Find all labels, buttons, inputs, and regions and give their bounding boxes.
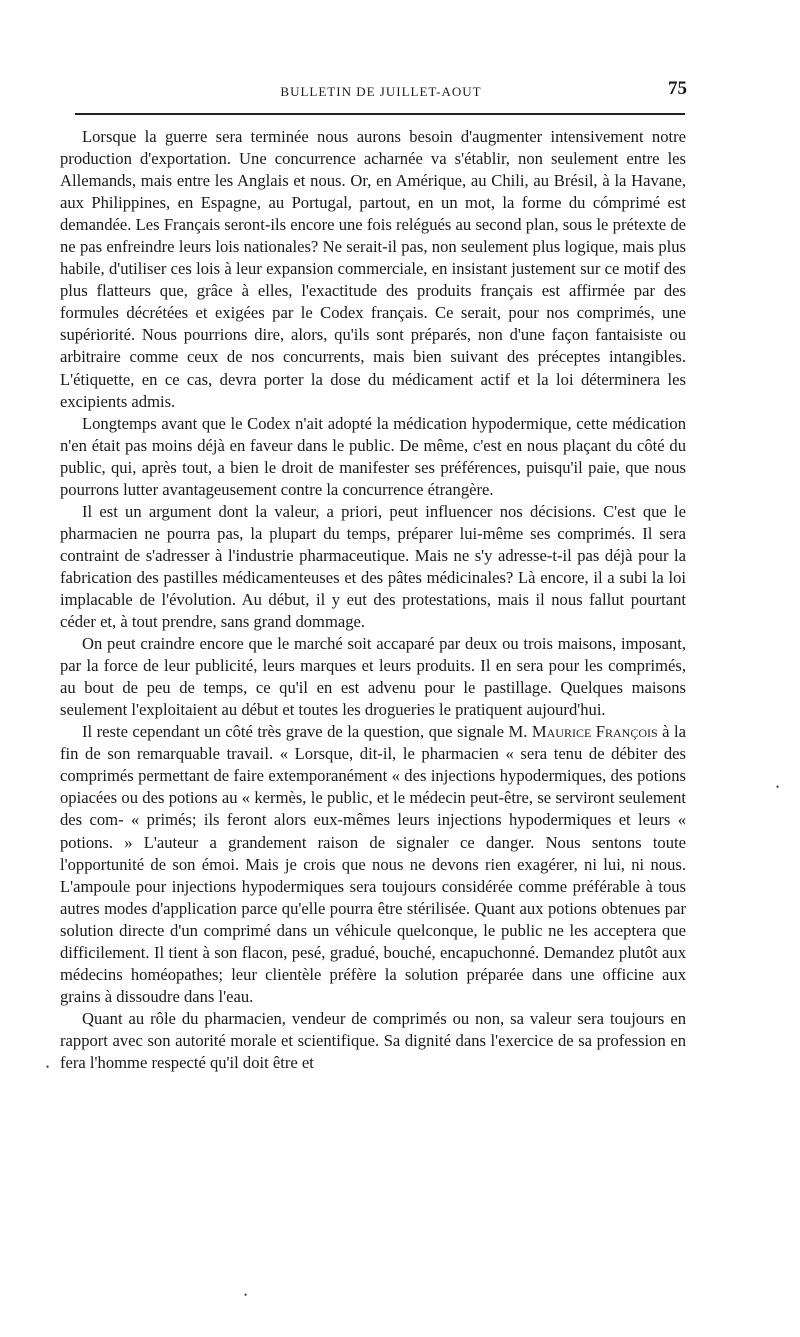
- page-number: 75: [668, 78, 687, 99]
- article-body: [60, 126, 686, 1074]
- paragraph-danger: Il reste cependant un côté très grave de la question, que signale M. Maurice François à la fin de son remarquable travail. « Lorsque, dit-il, le pharmacien « sera tenu de débiter des comprimés permettant de faire extemporanément « des injections hypodermiques, des potions opiacées ou des potions au « kermès, le public, et le médecin peut-être, se serviront seulement des com- « primés; ils feront alors eux-mêmes leurs injections hypodermiques et leurs « potions. » L'auteur a grandement raison de signaler ce danger. Nous sentons toute l'opportunité de son émoi. Mais je crois que nous ne devons rien exagérer, ni lui, ni nous. L'ampoule pour injections hypodermiques sera toujours considérée comme préférable à tous autres modes d'application parce qu'elle pourra être stérilisée. Quant aux potions obtenues par solution directe d'un comprimé dans un véhicule quelconque, le public ne les acceptera que difficilement. Il tient à son flacon, pesé, gradué, bouché, encapuchonné. Demandez plutôt aux médecins homéopathes; leur clientèle préfère la solution préparée dans une officine aux grains à dissoudre dans l'eau.: [60, 722, 686, 1006]
- speck-mark: •: [46, 1062, 50, 1072]
- speck-mark: •: [776, 782, 780, 792]
- paragraph-market: On peut craindre encore que le marché soit accaparé par deux ou trois maisons, imposant, par la force de leur publicité, leurs marques et leurs produits. Il en sera pour les comprimés, au bout de peu de temps, ce qu'il en est advenu pour le pastillage. Quelques maisons seulement l'exploitaient au début et toutes les drogueries le pratiquent aujourd'hui.: [60, 634, 686, 720]
- speck-mark: •: [244, 1290, 248, 1300]
- page-header: [75, 78, 687, 102]
- paragraph-argument: Il est un argument dont la valeur, a priori, peut influencer nos décisions. C'est que le pharmacien ne pourra pas, la plupart du temps, préparer lui-même ses comprimés. Il sera contraint de s'adresser à l'industrie pharmaceutique. Mais ne s'y adresse-t-il pas déjà pour la fabrication des pastilles médicamenteuses et des pâtes médicinales? Là encore, il a subi la loi implacable de l'évolution. Au début, il y eut des protestations, mais il nous fallut pourtant céder et, à tout prendre, sans grand dommage.: [60, 501, 686, 632]
- header-rule: [75, 113, 685, 115]
- paragraph-role: Quant au rôle du pharmacien, vendeur de comprimés ou non, sa valeur sera toujours en rapport avec son autorité morale et scientifique. Sa dignité dans l'exercice de sa profession en fera l'homme respecté qu'il doit être et: [60, 1008, 686, 1072]
- paragraph-export: Lorsque la guerre sera terminée nous aurons besoin d'augmenter intensivement notre production d'exportation. Une concurrence acharnée va s'établir, non seulement entre les Allemands, mais entre les Anglais et nous. Or, en Amérique, au Chili, au Brésil, à la Havane, aux Philippines, en Espagne, au Portugal, partout, en un mot, la forme du cómprimé est demandée. Les Français seront-ils encore une fois relégués au second plan, sous le prétexte de ne pas enfreindre leurs lois nationales? Ne serait-il pas, non seulement plus logique, mais plus habile, d'utiliser ces lois à leur expansion commerciale, en insistant justement sur ce motif des plus flatteurs que, grâce à elles, l'exactitude des produits français est affirmée par des formules décrétées et exigées par le Codex français. Ce serait, pour nos comprimés, une supériorité. Nous pourrions dire, alors, qu'ils sont préparés, non d'une façon fantaisiste ou arbitraire comme ceux de nos concurrents, mais bien suivant des préceptes intangibles. L'étiquette, en ce cas, devra porter la dose du médicament actif et la loi déterminera les excipients admis.: [60, 127, 686, 411]
- running-title: BULLETIN DE JUILLET-AOUT: [280, 84, 482, 99]
- paragraph-codex: Longtemps avant que le Codex n'ait adopté la médication hypodermique, cette médication n'en était pas moins déjà en faveur dans le public. De même, c'est en nous plaçant du côté du public, qui, après tout, a bien le droit de manifester ses préférences, puisqu'il paie, que nous pourrons lutter avantageusement contre la concurrence étrangère.: [60, 413, 686, 499]
